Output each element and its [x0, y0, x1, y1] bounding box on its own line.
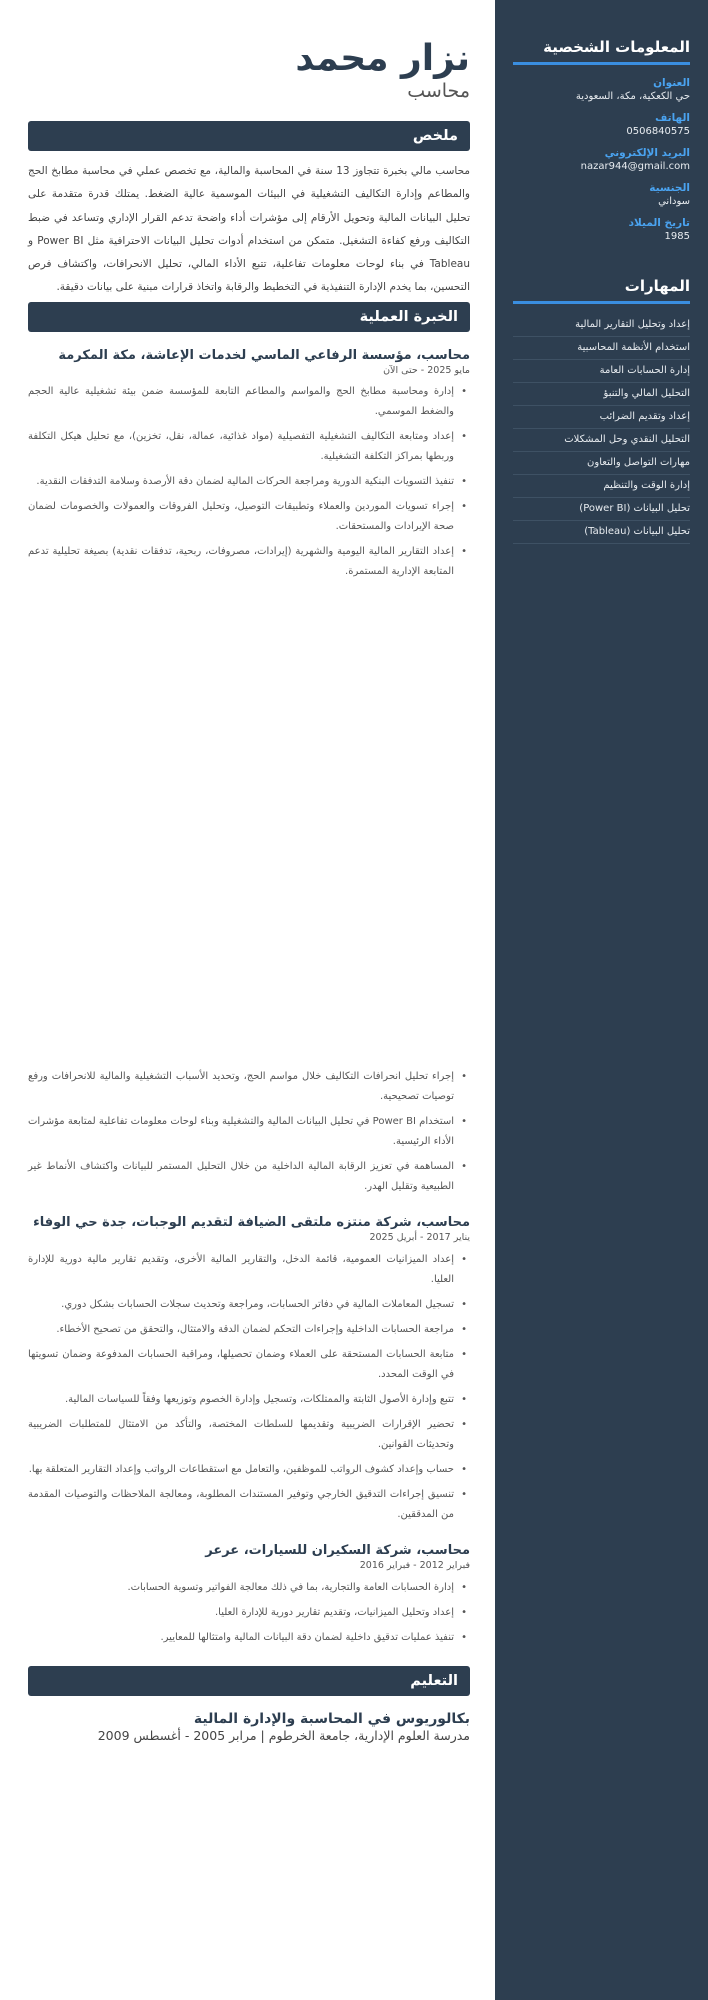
skills-heading: المهارات	[513, 277, 690, 304]
list-item: • تنفيذ عمليات تدقيق داخلية لضمان دقة البيانات المالية وامتثالها للمعايير.	[28, 1628, 470, 1648]
job-entry-3	[28, 1542, 470, 1648]
list-item: • إعداد الميزانيات العمومية، قائمة الدخل، والتقارير المالية الأخرى، وتقديم تقارير مالية دورية للإدارة العليا.	[28, 1250, 470, 1290]
job-entry-1	[28, 347, 470, 582]
list-item: • إعداد التقارير المالية اليومية والشهرية (إيرادات، مصروفات، ربحية، تدفقات نقدية) بصيغة تحليلية تدعم المتابعة الإدارية المستمرة.	[28, 542, 470, 582]
skill-item: التحليل المالي والتنبؤ	[513, 383, 690, 406]
list-item: • إعداد وتحليل الميزانيات، وتقديم تقارير دورية للإدارة العليا.	[28, 1603, 470, 1623]
list-item: • المساهمة في تعزيز الرقابة المالية الداخلية من خلال التحليل المستمر للبيانات واكتشاف الأنماط غير الطبيعية وتقليل الهدر.	[28, 1157, 470, 1197]
info-address	[513, 77, 690, 103]
job-bullets-continued	[28, 1067, 470, 1197]
list-item: • استخدام Power BI في تحليل البيانات المالية والتشغيلية وبناء لوحات معلومات تفاعلية لمتابعة مؤشرات الأداء الرئيسية.	[28, 1112, 470, 1152]
personal-info-list	[513, 77, 690, 243]
list-item: • تنسيق إجراءات التدقيق الخارجي وتوفير المستندات المطلوبة، ومعالجة الملاحظات والتوصيات المقدمة من المدققين.	[28, 1485, 470, 1525]
job-date: يناير 2017 - أبريل 2025	[369, 1231, 470, 1243]
person-name: نزار محمد	[295, 38, 470, 79]
skill-item: إعداد وتقديم الضرائب	[513, 406, 690, 429]
list-item: • مراجعة الحسابات الداخلية وإجراءات التحكم لضمان الدقة والامتثال، والتحقق من تصحيح الأخطاء.	[28, 1320, 470, 1340]
list-item: • إدارة ومحاسبة مطابخ الحج والمواسم والمطاعم التابعة للمؤسسة ضمن بيئة تشغيلية عالية الحجم والضغط الموسمي.	[28, 382, 470, 422]
info-label: الجنسية	[649, 182, 690, 194]
list-item: • متابعة الحسابات المستحقة على العملاء وضمان تحصيلها، ومراقبة الحسابات المدفوعة وضمان تسويتها في الوقت المحدد.	[28, 1345, 470, 1385]
skill-item: إدارة الوقت والتنظيم	[513, 475, 690, 498]
list-item: • إدارة الحسابات العامة والتجارية، بما في ذلك معالجة الفواتير وتسوية الحسابات.	[28, 1578, 470, 1598]
skill-item: إعداد وتحليل التقارير المالية	[513, 314, 690, 337]
skill-item: التحليل النقدي وحل المشكلات	[513, 429, 690, 452]
sidebar	[495, 0, 708, 2000]
list-item: • إجراء تسويات الموردين والعملاء وتطبيقات التوصيل، وتحليل الفروقات والعمولات والخصومات لضمان صحة الإيرادات والمستحقات.	[28, 497, 470, 537]
list-item: • تسجيل المعاملات المالية في دفاتر الحسابات، ومراجعة وتحديث سجلات الحسابات بشكل دوري.	[28, 1295, 470, 1315]
list-item: • إعداد ومتابعة التكاليف التشغيلية التفصيلية (مواد غذائية، عمالة، نقل، تخزين)، مع تحليل هيكل التكلفة وربطها بمراكز التكلفة التشغيلية.	[28, 427, 470, 467]
skill-item: إدارة الحسابات العامة	[513, 360, 690, 383]
info-label: العنوان	[653, 77, 690, 89]
job-title: محاسب، شركة السكيران للسيارات، عرعر	[205, 1542, 470, 1558]
education-entry	[28, 1710, 470, 1744]
list-item: • حساب وإعداد كشوف الرواتب للموظفين، والتعامل مع استقطاعات الرواتب وإعداد التقارير المتعلقة بها.	[28, 1460, 470, 1480]
list-item: • تتبع وإدارة الأصول الثابتة والممتلكات، وتسجيل وإدارة الخصوم وتوزيعها وفقاً للسياسات المالية.	[28, 1390, 470, 1410]
list-item: • تنفيذ التسويات البنكية الدورية ومراجعة الحركات المالية لضمان دقة الأرصدة وسلامة التدفقات النقدية.	[28, 472, 470, 492]
job-entry-2	[28, 1214, 470, 1525]
info-value: 1985	[664, 231, 690, 242]
personal-info-heading: المعلومات الشخصية	[513, 38, 690, 65]
info-birthdate	[513, 217, 690, 243]
skill-item: تحليل البيانات (Tableau)	[513, 521, 690, 544]
info-phone	[513, 112, 690, 138]
skill-item: استخدام الأنظمة المحاسبية	[513, 337, 690, 360]
experience-heading: الخبرة العملية	[28, 302, 470, 332]
info-nationality	[513, 182, 690, 208]
info-label: الهاتف	[655, 112, 690, 124]
person-job-title: محاسب	[407, 80, 470, 102]
education-institution: مدرسة العلوم الإدارية، جامعة الخرطوم | مرابر 2005 - أغسطس 2009	[97, 1727, 470, 1743]
job-bullets	[28, 1250, 470, 1525]
info-value: حي الكعكية، مكة، السعودية	[575, 91, 690, 102]
skills-list	[513, 314, 690, 544]
info-label: البريد الإلكتروني	[604, 147, 690, 159]
skill-item: مهارات التواصل والتعاون	[513, 452, 690, 475]
skill-item: تحليل البيانات (Power BI)	[513, 498, 690, 521]
info-label: تاريخ الميلاد	[628, 217, 690, 229]
summary-text: محاسب مالي بخبرة تتجاوز 13 سنة في المحاسبة والمالية، مع تخصص عملي في محاسبة مطابخ الحج والمطاعم وإدارة التكاليف التشغيلية في البيئات الموسمية عالية الضغط. يمتلك قدرة متقدمة على تحليل البيانات المالية وتحويل الأرقام إلى مؤشرات أداء واضحة تدعم القرار الإداري وتساعد في ضبط التكاليف ورفع كفاءة التشغيل. متمكن من استخدام أدوات تحليل البيانات الاحترافية مثل Power BI و Tableau في بناء لوحات معلومات تفاعلية، تتبع الأداء المالي، تحليل الانحرافات، واكتشاف فرص التحسين، بما يخدم الإدارة التنفيذية في التخطيط والرقابة واتخاذ قرارات مبنية على بيانات دقيقة.	[28, 165, 471, 294]
info-value: 0506840575	[626, 126, 690, 137]
job-title: محاسب، شركة منتزه ملتقى الضيافة لتقديم الوجبات، جدة حي الوفاء	[33, 1214, 470, 1230]
education-degree: بكالوريوس في المحاسبة والإدارة المالية	[193, 1710, 470, 1727]
info-value: nazar944@gmail.com	[580, 161, 690, 172]
info-value: سوداني	[658, 196, 690, 207]
list-item: • إجراء تحليل انحرافات التكاليف خلال مواسم الحج، وتحديد الأسباب التشغيلية والمالية للانحرافات ورفع توصيات تصحيحية.	[28, 1067, 470, 1107]
education-heading: التعليم	[28, 1666, 470, 1696]
job-bullets	[28, 382, 470, 582]
main-content	[28, 0, 470, 1744]
job-bullets	[28, 1578, 470, 1648]
summary-heading: ملخص	[28, 121, 470, 151]
job-title: محاسب، مؤسسة الرفاعي الماسي لخدمات الإعاشة، مكة المكرمة	[58, 347, 470, 363]
job-date: مايو 2025 - حتى الآن	[383, 364, 470, 376]
list-item: • تحضير الإقرارات الضريبية وتقديمها للسلطات المختصة، والتأكد من الامتثال للمتطلبات الضريبية وتحديثات القوانين.	[28, 1415, 470, 1455]
job-date: فبراير 2012 - فبراير 2016	[359, 1559, 470, 1571]
info-email	[513, 147, 690, 173]
